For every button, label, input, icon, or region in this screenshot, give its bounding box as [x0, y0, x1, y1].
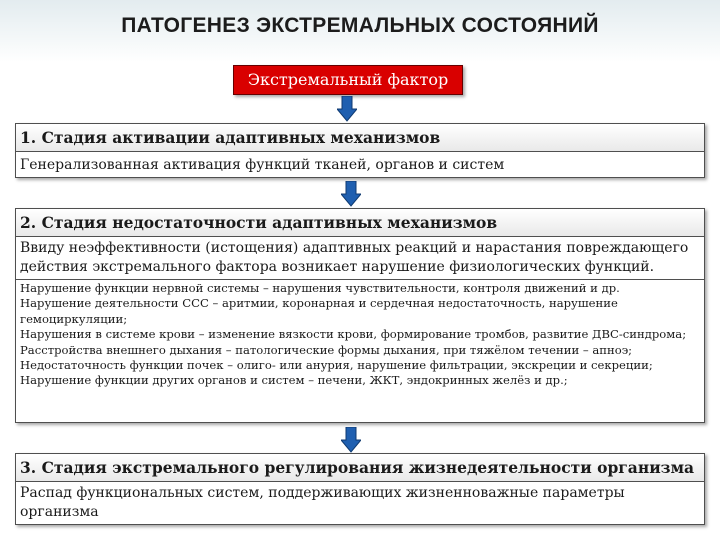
- stage2-heading: 2. Стадия недостаточности адаптивных механизмов: [16, 209, 704, 236]
- extreme-factor-box: Экстремальный фактор: [233, 65, 463, 95]
- page-title: ПАТОГЕНЕЗ ЭКСТРЕМАЛЬНЫХ СОСТОЯНИЙ: [121, 14, 599, 37]
- stage3-box: [15, 453, 705, 525]
- stage2-description: Ввиду неэффективности (истощения) адаптивных реакций и нарастания повреждающего действия экстремального фактора возникает нарушение физиологических функций.: [16, 236, 704, 279]
- stage1-heading: 1. Стадия активации адаптивных механизмов: [16, 124, 704, 151]
- stage3-heading: 3. Стадия экстремального регулирования жизнедеятельности организма: [16, 454, 704, 481]
- arrow-down-icon: [341, 181, 361, 207]
- stage3-description: Распад функциональных систем, поддерживающих жизненноважные параметры организма: [16, 481, 704, 522]
- stage1-box: [15, 123, 705, 178]
- arrow-down-icon: [337, 96, 357, 122]
- stage1-description: Генерализованная активация функций тканей, органов и систем: [16, 151, 704, 178]
- stage2-box: [15, 208, 705, 423]
- stage2-details: Нарушение функции нервной системы – нарушения чувствительности, контроля движений и др. Нарушение деятельности ССС – аритмии, коронарная и сердечная недостаточность, нарушение гемоциркуляции; Нарушения в системе крови – изменение вязкости крови, формирование тромбов, развитие ДВС-синдрома; Расстройства внешнего дыхания – патологические формы дыхания, при тяжёлом течении – апноэ; Недостаточность функции почек – олиго- или анурия, нарушение фильтрации, экскреции и секреции; Нарушение функции других органов и систем – печени, ЖКТ, эндокринных желёз и др.;: [16, 279, 704, 390]
- arrow-down-icon: [341, 427, 361, 453]
